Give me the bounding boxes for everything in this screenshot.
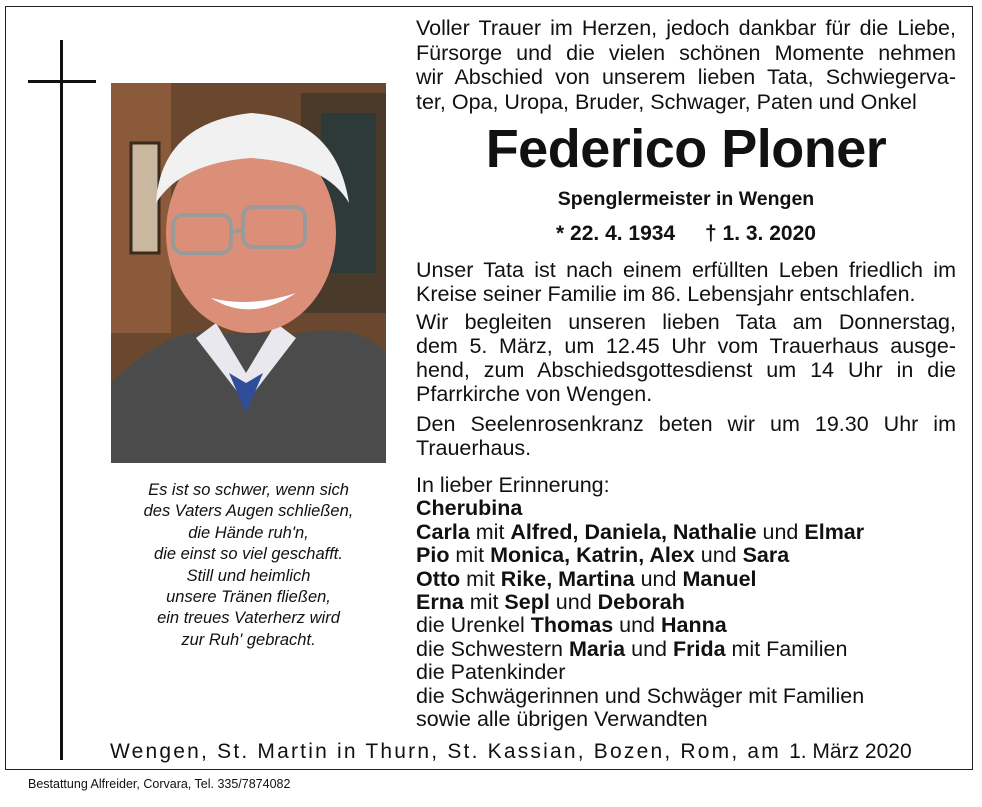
family-line-segment: Cherubina (416, 496, 523, 521)
family-line-segment: und (625, 636, 673, 661)
paragraph-line: Trauerhaus. (416, 436, 532, 460)
poem-line: ein treues Vaterherz wird (157, 609, 340, 628)
family-line-segment: Deborah (597, 590, 685, 615)
paragraph-funeral (416, 310, 956, 406)
family-line-segment: und (634, 566, 683, 591)
birth-date: * 22. 4. 1934 (556, 222, 676, 245)
family-line-segment: Otto (416, 566, 461, 591)
family-line-segment: Hanna (661, 613, 727, 638)
poem-line: des Vaters Augen schließen, (143, 502, 354, 521)
family-line-segment: mit Familien (725, 636, 848, 661)
family-line-segment: die Urenkel (416, 613, 531, 638)
family-line-segment: Manuel (682, 566, 757, 591)
footer-places (110, 740, 955, 764)
family-line-segment: mit (463, 590, 505, 615)
portrait-illustration (111, 83, 386, 463)
family-line-segment: und (756, 519, 805, 544)
paragraph-passing (416, 258, 956, 306)
family-line-segment: sowie alle übrigen Verwandten (416, 707, 708, 732)
family-lines (416, 497, 956, 731)
family-line-segment: Carla (416, 519, 470, 544)
poem-line: unsere Tränen fließen, (166, 588, 331, 607)
family-line (416, 544, 956, 567)
family-line-segment: Elmar (804, 519, 865, 544)
family-heading: In lieber Erinnerung: (416, 473, 610, 497)
footer-places-text: Wengen, St. Martin in Thurn, St. Kassian, Bozen, Rom, am (110, 740, 782, 763)
family-line-segment: mit (460, 566, 501, 591)
family-line (416, 661, 956, 684)
family-line-segment: die Patenkinder (416, 660, 566, 685)
poem-line: Es ist so schwer, wenn sich (148, 481, 349, 499)
family-line-segment: die Schwägerinnen und Schwäger mit Familien (416, 683, 865, 708)
family-line-segment: die Schwestern (416, 636, 569, 661)
intro-line: ter, Opa, Uropa, Bruder, Schwager, Paten und Onkel (416, 89, 917, 114)
family-line (416, 521, 956, 544)
paragraph-line: Unser Tata ist nach einem erfüllten Leben friedlich im (416, 258, 956, 282)
family-line (416, 614, 956, 637)
family-line-segment: Rike, Martina (500, 566, 635, 591)
cross-icon (60, 40, 63, 760)
poem (111, 480, 386, 651)
paragraph-rosary (416, 412, 956, 460)
family-line-segment: Sepl (504, 590, 550, 615)
family-line-segment: Erna (416, 590, 464, 615)
poem-line: Still und heimlich (186, 566, 311, 585)
footer-date: 1. März 2020 (789, 740, 912, 763)
paragraph-line: Wir begleiten unseren lieben Tata am Donnerstag, (416, 310, 956, 334)
paragraph-line: Den Seelenrosenkranz beten wir um 19.30 Uhr im (416, 412, 956, 436)
deceased-name: Federico Ploner (485, 119, 887, 179)
family-line (416, 685, 956, 708)
portrait-photo (111, 83, 386, 463)
intro-line: Fürsorge und die vielen schönen Momente nehmen (416, 40, 956, 65)
paragraph-line: hend, zum Abschiedsgottesdienst um 14 Uhr in die (416, 358, 956, 382)
family-line-segment: Frida (672, 636, 726, 661)
family-line (416, 708, 956, 731)
family-line-segment: Maria (568, 636, 626, 661)
family-line (416, 591, 956, 614)
family-line-segment: Thomas (530, 613, 614, 638)
family-line-segment: mit (469, 519, 511, 544)
poem-line: die einst so viel geschafft. (154, 545, 343, 564)
paragraph-line: Kreise seiner Familie im 86. Lebensjahr entschlafen. (416, 282, 916, 306)
undertaker-info: Bestattung Alfreider, Corvara, Tel. 335/7874082 (28, 777, 291, 791)
family-line-segment: und (694, 543, 743, 568)
family-line-segment: und (549, 590, 598, 615)
family-list (416, 474, 956, 731)
family-line-segment: Pio (416, 543, 450, 568)
deceased-title: Spenglermeister in Wengen (557, 188, 815, 210)
paragraph-line: dem 5. März, um 12.45 Uhr vom Trauerhaus ausge- (416, 334, 956, 358)
intro-line: Voller Trauer im Herzen, jedoch dankbar für die Liebe, (416, 16, 956, 40)
family-line-segment: und (613, 613, 661, 638)
family-line-segment: Sara (742, 543, 790, 568)
poem-line: die Hände ruh'n, (188, 523, 309, 542)
family-line (416, 568, 956, 591)
life-dates (416, 222, 956, 246)
cross-icon-bar (28, 80, 96, 83)
family-line (416, 497, 956, 520)
death-date: † 1. 3. 2020 (705, 222, 816, 245)
family-line-segment: mit (449, 543, 491, 568)
paragraph-line: Pfarrkirche von Wengen. (416, 382, 653, 406)
intro-line: wir Abschied von unserem lieben Tata, Schwiegerva- (416, 65, 956, 89)
family-line-segment: Alfred, Daniela, Nathalie (510, 519, 757, 544)
poem-line: zur Ruh' gebracht. (181, 630, 316, 649)
family-line (416, 638, 956, 661)
intro-text (416, 16, 956, 114)
family-line-segment: Monica, Katrin, Alex (490, 543, 695, 568)
